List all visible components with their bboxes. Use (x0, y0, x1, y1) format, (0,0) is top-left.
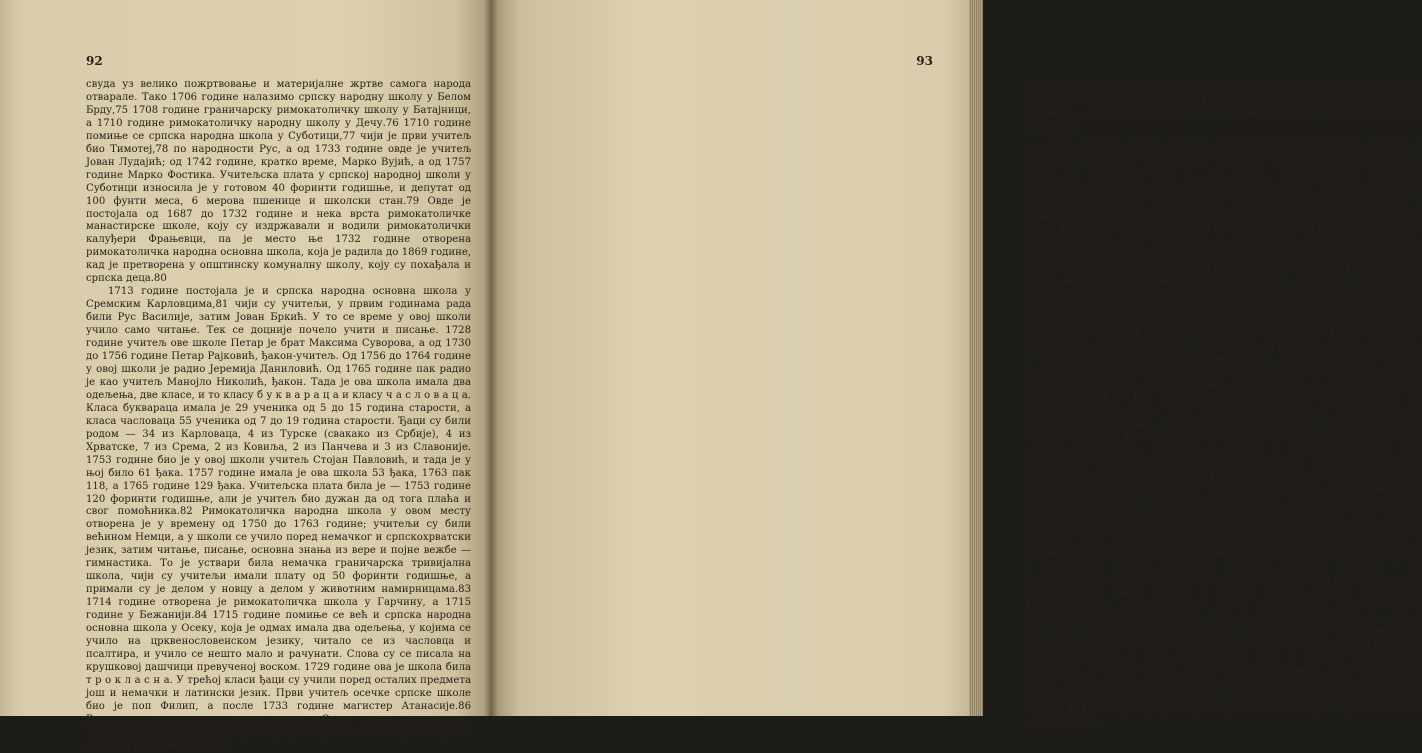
page-number-left: 92 (86, 54, 103, 68)
paragraph: 1717 године први пут се помиње српска народна школа у Сомбору,89 чији је учитељ тада био магистер Павле, па затим учитељ-светитељ Милић.90 Још се зна да је на овој школи радио мештер Атанасије Поповић, који је 24 априла 1749 године, приликом рестаурације магистрата слободног града Сомбора, постао сенатор.91 1752 године српска православна црквена општина у Сомбору, у присуству митрополитског изасланика, утврдила је плату своме учитељу на 50 форинти годишње, школски стан са потребним огревом и два пара чизама годишње.92 У Сомбору је постојала нека врста римокатоличке манастирске школе, коју су водили римокатолички калуђери Фрањевци, наводно већ од 1687 године, па је иста престала са радом 1781 године и место ње отворена је римокатоличка народна школа.93 1720 године помиње се први пут и српска народна школа у Иригу, чији је учитељ од 1720 до 1730 године био протопоп Остоја.94 Од 1730 до 1740 године били су учитељи на овој школи мештер Григорије и мештер Коваj.95 Даље се помињу још и магистер Симеон, и Теодосије Николић, па поп Живан и протопоп Андреј.96 1736 године ова је школа имала три класе. У трећој класи учило се, поред свега онога што се учило и у другим српским школама, још и немачки и латински језик. Учитељи су били мешни свештеници, а као световно лице помиње се мештер Михаило Владисављевић.97 Још су радили на овој школи учитељ Петар, па протопоп Цвеја и Иван. 1756 године био је школски епитроп Живан Бурков.98 1720 године, а свакако и раније, почела је са радом и српска народна школа у Вуковару, чији је први учитељ био мештер Живан, па се још помиње као учитељ ове школе и протопоп Јован.99 Код вуковарског учитеља Богића учио се писмености Вићентије Поповић, бивши вршачки владика, који је 1728 године примио монашки чин.100 За вуковарску народну школу у црквени тутор клупе 1733 године и за исте платио укупно 5 форинти и 88 новчића. Школу је издржавала и плаћала учитеље српска православна црквена општина. 1757 године учитељска плата у Вуковару била је 90 форинти годишње, а учитељ III класе, у којој се учило, поред осталих предмета, још и немачки и латински језик, примао је 196 форинти годишње.101 1754 године било је у вуковарској српској школи 67 ученика, од којих су били — 21 букварци, међу којима је било и 4 женске, 31 часловци и 15 псалтирци. Псалтирци су знали помало и писати. Учитељ је био Кузман.102 Римокатоличку школу у овом месту отворили су римокатолички калуђери Фрањевци 1736 године. Иста је одмах имала две класе — м а л у к л а с у, коју су похађала и мушка и женска деца. Учитељ ове класе био је световњак и звао се »preceptor puerorum«. Д р у г у к л а с у ове школе похађала су само мушка деца, чији је учитељ био калуђер Фрањевац. У овој се класи, поред осталих предмета, учио и латински језик. 1737 године отворена је римокатоличка народна школа у Новом Вуковару.103 1720 године први пут се помиње српска народна школа у Земуну.104 Као најстарији земунски учитељи помињу се — учитељ Тома, затим даскал (1026, 133, 1422, 728)
paragraph: 1713 године постојала је и српска народна основна школа у Сремским Карловцима,81 чији су учитељи, у првим годинама рада били Рус Василије, затим Јован Бркић. У то се време у овој школи учило само читање. Тек се доцније почело учити и писање. 1728 године учитељ ове школе Петар је брат Максима Суворова, а од 1730 до 1756 године Петар Рајковић, ђакон-учитељ. Од 1756 до 1764 године у овој школи је радио Јеремија Даниловић. Од 1765 године пак радио је као учитељ Манојло Николић, ђакон. Тада је ова школа имала два одељења, две класе, и то класу б у к в а р а ц а и класу ч а с л о в а ц а. Класа букварaца имала је 29 ученика од 5 до 15 година старости, а класа часловаца 55 ученика од 7 до 19 година старости. Ђаци су били родом — 34 из Карловаца, 4 из Турске (свакако из Србије), 4 из Хрватске, 7 из Срема, 2 из Ковиља, 2 из Панчева и 3 из Славоније. 1753 године био је у овој школи учитељ Стојан Павловић, и тада је у њој било 61 ђака. 1757 године имала је ова школа 53 ђака, 1763 пак 118, а 1765 године 129 ђака. Учитељска плата била је — 1753 године 120 форинти годишње, али је учитељ био дужан да од тога плаћа и свог помоћника.82 Римокатоличка народна школа у овом месту отворена је у времену од 1750 до 1763 године; учитељи су били већином Немци, а у школи се учило поред немачког и српскохрватски језик, затим читање, писање, основна знања из вере и појне вежбе — гимнастика. То је уствари била немачка граничарска тривијална школа, чији су учитељи имали плату од 50 форинти годишње, а примали су је делом у новцу а делом у животним намирницама.83 1714 године отворена је римокатоличка школа у Гарчину, а 1715 године у Бежанији.84 1715 године помиње се већ и српска народна основна школа у Осеку, која је одмах имала два одељења, у којима се учило на црквенословенском језику, читало се из часловца и псалтира, и учило се нешто мало и рачунати. Слова су се писала на крушковој дашчици превученој воском. 1729 године ова је школа била т р о к л а с н а. У трећој класи ђаци су учили поред осталих предмета још и немачки и латински језик. Први учитељ осечке српске школе био је поп Филип, а после 1733 године магистер Атанасије.86 Римокатоличка народна основна школа у Осеку помиње се први пут 1723 године, и то у самостану калуђера Исусоваца. Како је у то време Дворско ратно веће у Бечу (86, 286, 471, 751)
book-gutter (484, 0, 498, 716)
page-edge (969, 0, 983, 716)
page-number-right: 93 (916, 54, 933, 68)
left-page-text (86, 79, 471, 753)
paragraph: свуда уз велико пожртвовање и материјалне жртве самога народа отварале. Тако 1706 године налазимо српску народну школу у Белом Брду,75 1708 године граничарску римокатоличку школу у Батајници, а 1710 године римокатоличку народну школу у Дечу.76 1710 године помиње се српска народна школа у Суботици,77 чији је први учитељ био Тимотеј,78 по народности Рус, а од 1733 године овде је учитељ Јован Лудајић; од 1742 године, кратко време, Марко Вујић, а од 1757 године Марко Фостика. Учитељска плата у српској народној школи у Суботици износила је у готовом 40 форинти годишње, и депутат од 100 фунти меса, 6 мерова пшенице и школски стан.79 Овде је постојала од 1687 до 1732 године и нека врста римокатоличке манастирске школе, коју су издржавали и водили римокатолички калуђери Фрањевци, па је место ње 1732 године отворена римокатоличка народна основна школа, која је радила до 1869 године, кад је претворена у општинску комуналну школу, коју су похађала и српска деца.80 (86, 79, 471, 285)
left-page (0, 0, 490, 751)
right-page-text (1026, 82, 1422, 730)
right-page (490, 0, 1422, 728)
paragraph: школе сматрало као новотарију, иста школа морала је да престане са радом. Поново је отворена тек 1729 године, и тада је одмах имала два одељења — мушко и женско.87 1716 године помиње се народна школа у Визићу.88 (1026, 82, 1422, 132)
